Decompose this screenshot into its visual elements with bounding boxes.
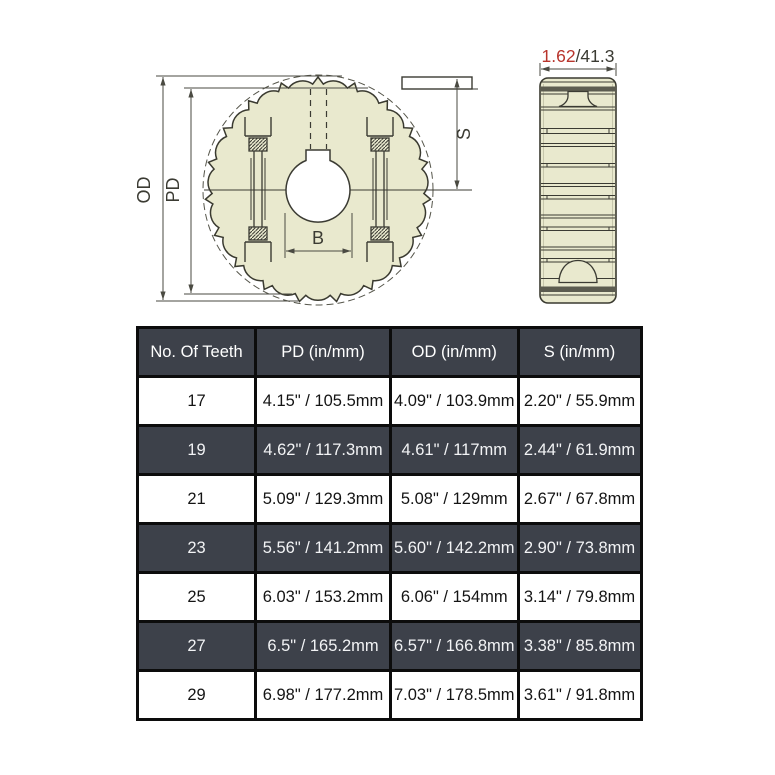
table-cell: 5.09" / 129.3mm [256,475,391,524]
table-cell: 3.61" / 91.8mm [518,671,641,720]
table-cell: 17 [138,377,256,426]
table-cell: 5.60" / 142.2mm [391,524,519,573]
table-cell: 2.90" / 73.8mm [518,524,641,573]
table-cell: 25 [138,573,256,622]
table-row [138,671,642,720]
table-cell: 3.38" / 85.8mm [518,622,641,671]
table-cell: 4.09" / 103.9mm [391,377,519,426]
table-row [138,475,642,524]
table-cell: 4.15" / 105.5mm [256,377,391,426]
table-cell: 5.56" / 141.2mm [256,524,391,573]
table-cell: 19 [138,426,256,475]
od-dimension-label: OD [134,176,154,204]
table-cell: 6.03" / 153.2mm [256,573,391,622]
table-cell: 6.98" / 177.2mm [256,671,391,720]
table-cell: 21 [138,475,256,524]
table-cell: 6.5" / 165.2mm [256,622,391,671]
table-row [138,573,642,622]
table-row [138,622,642,671]
table-cell: 2.67" / 67.8mm [518,475,641,524]
table-cell: 6.57" / 166.8mm [391,622,519,671]
col-header-teeth: No. Of Teeth [138,328,256,377]
table-cell: 7.03" / 178.5mm [391,671,519,720]
table-cell: 4.61" / 117mm [391,426,519,475]
table-cell: 5.08" / 129mm [391,475,519,524]
col-header-pd: PD (in/mm) [256,328,391,377]
pitch-inches-value: 1.62 [541,46,576,66]
pitch-dimension-label [542,46,615,66]
col-header-od: OD (in/mm) [391,328,519,377]
table-cell: 4.62" / 117.3mm [256,426,391,475]
table-row [138,377,642,426]
b-dimension-label: B [311,228,325,248]
table-cell: 2.44" / 61.9mm [518,426,641,475]
table-header-row [138,328,642,377]
drawing-geometry [156,63,616,305]
pd-dimension-label: PD [163,177,183,203]
table-cell: 3.14" / 79.8mm [518,573,641,622]
sprocket-technical-drawing [0,0,775,330]
sprocket-dimensions-table [136,326,643,721]
s-dimension-label: S [454,127,474,141]
table-cell: 6.06" / 154mm [391,573,519,622]
table-row [138,524,642,573]
table-cell: 29 [138,671,256,720]
table-cell: 23 [138,524,256,573]
col-header-s: S (in/mm) [518,328,641,377]
table-cell: 27 [138,622,256,671]
table-cell: 2.20" / 55.9mm [518,377,641,426]
dimensions-table-container [136,326,643,721]
table-row [138,426,642,475]
pitch-mm-value: /41.3 [575,46,615,66]
